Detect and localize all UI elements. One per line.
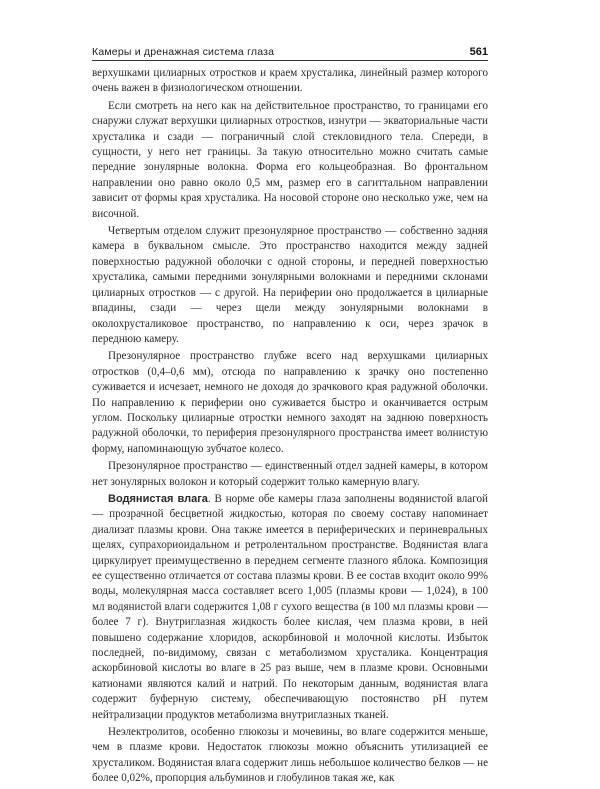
paragraph-prezonular-only: Презонулярное пространство — единственный отдел задней камеры, в котором нет зонулярных волокон и который содержит только камерную влагу. <box>92 460 488 488</box>
body-text <box>92 66 488 789</box>
paragraph-continuation: верхушками цилиарных отростков и краем хрусталика, линейный размер которого очень важен в физиологическом отношении. <box>92 67 488 95</box>
header-rule <box>92 60 488 61</box>
running-header <box>92 42 488 58</box>
term-aqueous-humor: Водянистая влага <box>108 492 208 505</box>
aqueous-humor-text: . В норме обе камеры глаза заполнены водянистой влагой — прозрачной бесцветной жидкостью, которая по своему составу напоминает диализат плазмы крови. Она также имеется в периферических и периневральных щелях, супрахориоидальном и ретролентальном пространстве. Водянистая влага циркулирует преимущественно в переднем сегменте глазного яблока. Композиция ее существенно отличается от состава плазмы крови. В ее состав входит около 99% воды, молекулярная масса составляет всего 1,005 (плазмы крови — 1,024), в 100 мл водянистой влаги содержится 1,08 г сухого вещества (в 100 мл плазмы крови — более 7 г). Внутриглазная жидкость более кислая, чем плазма крови, в ней повышено содержание хлоридов, аскорбиновой и молочной кислоты. Избыток последней, по-видимому, связан с метаболизмом хрусталика. Концентрация аскорбиновой кислоты во влаге в 25 раз выше, чем в плазме крови. Основными катионами являются калий и натрий. По некоторым данным, водянистая влага содержит буферную систему, обеспечивающую постоянство pH путем нейтрализации продуктов метаболизма внутриглазных тканей. <box>92 492 488 721</box>
chapter-title: Камеры и дренажная система глаза <box>92 46 275 58</box>
paragraph-prezonular-depth: Презонулярное пространство глубже всего над верхушками цилиарных отростков (0,4–0,6 мм), отсюда по направлению к зрачку оно постепенно суживается и исчезает, немного не доходя до зрачкового края радужной оболочки. По направлению к периферии оно суживается быстро и оканчивается острым углом. Поскольку цилиарные отростки немного заходят на заднюю поверхность радужной оболочки, то периферия презонулярного пространства имеет волнистую форму, напоминающую зубчатое колесо. <box>92 350 488 455</box>
paragraph-nonelectrolytes: Неэлектролитов, особенно глюкозы и мочевины, во влаге содержится меньше, чем в плазме крови. Недостаток глюкозы можно объяснить утилизацией ее хрусталиком. Водянистая влага содержит лишь небольшое количество белков — не более 0,02%, пропорция альбуминов и глобулинов такая же, как <box>92 726 488 785</box>
page-number: 561 <box>469 46 488 58</box>
paragraph-boundaries: Если смотреть на него как на действительное пространство, то границами его снаружи служат верхушки цилиарных отростков, изнутри — экваториальные части хрусталика и сзади — пограничный слой стекловидного тела. Спереди, в сущности, у него нет границы. За такую относительно можно считать самые передние зонулярные волокна. Форма его кольцеобразная. Во фронтальном направлении оно равно около 0,5 мм, размер его в сагиттальном направлении зависит от формы края хрусталика. На носовой стороне оно несколько уже, чем на височной. <box>92 99 488 220</box>
paragraph-aqueous-humor <box>92 492 488 723</box>
paragraph-prezonular-space: Четвертым отделом служит презонулярное пространство — собственно задняя камера в буквальном смысле. Это пространство находится между задней поверхностью радужной оболочки с одной стороны, и передней поверхностью хрусталика, самыми передними зонулярными волокнами и передними склонами цилиарных отростков — с другой. На периферии оно продолжается в цилиарные впадины, сзади — через щели между зонулярными волокнами в околохрусталиковое пространство, по направлению к оси, через зрачок в переднюю камеру. <box>92 225 488 345</box>
